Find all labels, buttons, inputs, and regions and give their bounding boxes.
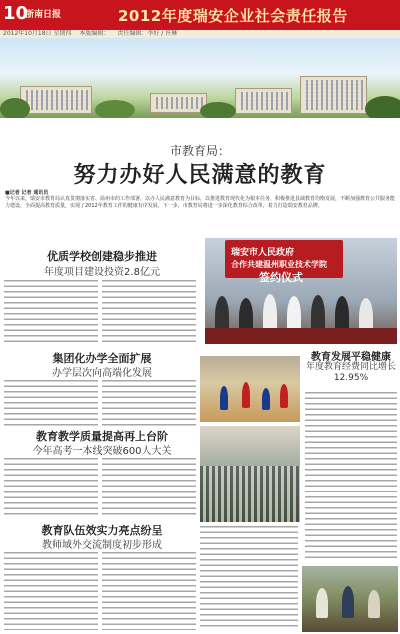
article-3-subtitle: 今年高考一本线突破600人大关 — [32, 446, 172, 457]
article-3-title: 教育教学质量提高再上台阶 — [36, 430, 168, 443]
article-2-text — [102, 380, 196, 428]
tree-image — [0, 98, 30, 118]
banner-line-1: 瑞安市人民政府 — [231, 248, 295, 258]
article-2-subtitle: 办学层次向高端化发展 — [52, 368, 152, 379]
article-2-text — [4, 380, 98, 428]
person-figure — [316, 588, 328, 618]
article-4-text — [4, 552, 98, 630]
tree-image — [200, 102, 236, 118]
player-figure — [242, 382, 250, 408]
section-subtitle: 市教育局： — [169, 144, 230, 158]
article-3-text — [102, 458, 196, 516]
article-1-title: 优质学校创建稳步推进 — [47, 250, 157, 263]
sports-activity-photo — [200, 356, 300, 422]
banner-line-3: 签约仪式 — [259, 271, 303, 284]
article-5-title: 教育发展平稳健康 — [311, 352, 391, 363]
ceremony-banner — [225, 240, 343, 284]
article-1-subtitle: 年度项目建设投资2.8亿元 — [44, 267, 160, 278]
issue-date: 2012年10月18日 星期四 — [3, 30, 72, 37]
report-title: 2012年度瑞安企业社会责任报告 — [118, 7, 348, 25]
campus-banner-photo — [0, 38, 400, 118]
article-1-text — [4, 280, 98, 344]
article-4-text — [102, 552, 196, 630]
section-title: 努力办好人民满意的教育 — [73, 163, 327, 188]
article-4-subtitle: 教师域外交流制度初步形成 — [42, 540, 162, 551]
article-2-title: 集团化办学全面扩展 — [52, 352, 152, 365]
player-figure — [220, 386, 228, 410]
byline: ■记者 记者 通讯员 — [5, 190, 49, 196]
building-image — [20, 86, 92, 114]
tree-image — [365, 96, 400, 118]
article-4-text — [200, 526, 298, 630]
person-figure — [368, 590, 380, 618]
person-figure — [342, 586, 354, 618]
crowd-image — [200, 466, 300, 522]
article-5-text — [305, 496, 397, 562]
tree-image — [95, 100, 135, 118]
signing-ceremony-photo — [205, 238, 397, 344]
building-image — [150, 93, 207, 113]
signing-table — [205, 328, 397, 344]
building-image — [300, 76, 367, 114]
lead-paragraph: 今年以来，瑞安市教育局认真贯彻落实省、温州市的工作部署，以办人民满意教育为目标，以推进教育现代化为根本任务，积极推进县域教育均衡发展，不断加强教育公共服务能力建设，全面提高教育质量，实现了2012年教育工作的健康有序发展。下一步，市教育局将进一步深化教育综合改革，着力打造瑞安教育品牌。 — [5, 196, 396, 209]
page-header — [0, 0, 400, 30]
building-image — [235, 88, 292, 114]
player-figure — [280, 384, 288, 408]
article-3-text — [4, 458, 98, 516]
issue-responsible: 责任编辑：李好 / 许琳 — [117, 30, 178, 37]
player-figure — [262, 388, 270, 410]
banner-line-2: 合作共建温州职业技术学院 — [231, 260, 327, 269]
article-5-subtitle: 年度教育经费同比增长12.95% — [305, 362, 396, 383]
students-rally-photo — [200, 426, 300, 522]
issue-editor: 本版编辑： — [79, 30, 110, 37]
article-5-text — [305, 392, 397, 492]
article-4-title: 教育队伍效实力亮点纷呈 — [41, 524, 163, 537]
page-number: 10 — [3, 3, 29, 24]
issue-meta — [0, 30, 400, 38]
planting-activity-photo — [302, 566, 398, 632]
newspaper-brand: 浙南日报 — [25, 10, 62, 20]
article-1-text — [102, 280, 196, 344]
